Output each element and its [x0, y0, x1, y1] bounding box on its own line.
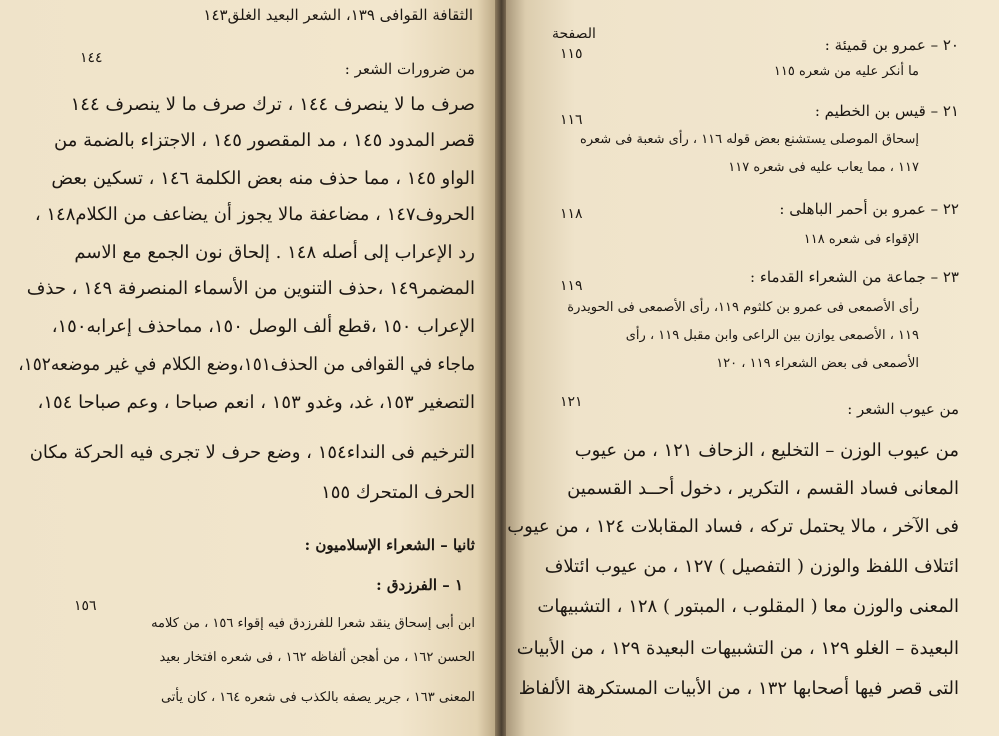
- entry-heading: ٢٣ – جماعة من الشعراء القدماء :: [750, 268, 959, 286]
- text-line: التصغير ١٥٣، غد، وغدو ١٥٣ ، انعم صباحا ، وعم صباحا ١٥٤،: [37, 392, 475, 413]
- entry-line: رأى الأصمعى فى عمرو بن كلثوم ١١٩، رأى الأصمعى فى الحويدرة: [567, 300, 919, 315]
- entry-line: ائتلاف اللفظ والوزن ( التفصيل ) ١٢٧ ، من عيوب ائتلاف: [544, 556, 959, 577]
- entry-line: فى الآخر ، مالا يحتمل تركه ، فساد المقابلات ١٢٤ ، من عيوب: [507, 516, 959, 537]
- entry-line: ١١٧ ، مما يعاب عليه فى شعره ١١٧: [728, 160, 919, 175]
- text-line: الترخيم فى النداء١٥٤ ، وضع حرف لا تجرى فيه الحركة مكان: [29, 442, 475, 463]
- entry-line: ما أنكر عليه من شعره ١١٥: [773, 64, 919, 79]
- entry-line: التى قصر فيها أصحابها ١٣٢ ، من الأبيات المستكرهة الألفاظ: [518, 678, 959, 699]
- entry-line: من عيوب الوزن – التخليع ، الزحاف ١٢١ ، من عيوب: [574, 440, 959, 461]
- left-page: [0, 0, 497, 736]
- entry-line: الإقواء فى شعره ١١٨: [803, 232, 919, 247]
- right-page: [506, 0, 999, 736]
- page-number-marker: ١١٨: [560, 206, 583, 222]
- text-line: الحسن ١٦٢ ، من أهجن ألفاظه ١٦٢ ، فى شعره افتخار بعيد: [159, 650, 475, 665]
- page-column-label: الصفحة: [552, 26, 596, 42]
- page-number-marker: ١١٥: [560, 46, 583, 62]
- entry-heading: ٢٢ – عمرو بن أحمر الباهلى :: [779, 200, 959, 218]
- page-number-marker: ١١٦: [560, 112, 583, 128]
- entry-line: البعيدة – الغلو ١٢٩ ، من التشبيهات البعيدة ١٢٩ ، من الأبيات: [516, 638, 959, 659]
- page-number-marker: ١٤٤: [80, 50, 103, 66]
- entry-heading: ٢٠ – عمرو بن قميئة :: [824, 36, 959, 54]
- page-number-marker: ١٢١: [560, 394, 583, 410]
- text-line: الواو ١٤٥ ، مما حذف منه بعض الكلمة ١٤٦ ، تسكين بعض: [51, 168, 475, 189]
- subsection-title: ١ – الفرزدق :: [376, 576, 463, 594]
- text-line: قصر المدود ١٤٥ ، مد المقصور ١٤٥ ، الاجتزاء بالضمة من: [54, 130, 475, 151]
- section-title: ثانيا – الشعراء الإسلاميون :: [304, 536, 475, 554]
- text-line: الحرف المتحرك ١٥٥: [321, 482, 475, 503]
- page-number-marker: ١١٩: [560, 278, 583, 294]
- text-line: رد الإعراب إلى أصله ١٤٨ . إلحاق نون الجمع مع الاسم: [74, 242, 475, 263]
- entry-heading: من عيوب الشعر :: [847, 400, 959, 418]
- page-number-marker: ١٥٦: [74, 598, 97, 614]
- entry-line: المعنى والوزن معا ( المقلوب ، المبتور ) ١٢٨ ، التشبيهات: [537, 596, 959, 617]
- entry-line: ١١٩ ، الأصمعى يوازن بين الراعى وابن مقبل ١١٩ ، رأى: [625, 328, 919, 343]
- entry-heading: ٢١ – قيس بن الخطيم :: [814, 102, 959, 120]
- text-line: ماجاء في القوافى من الحذف١٥١،وضع الكلام في غير موضعه١٥٢،: [18, 354, 475, 375]
- text-line: المضمر١٤٩ ،حذف التنوين من الأسماء المنصرفة ١٤٩ ، حذف: [26, 278, 475, 299]
- text-line: ابن أبى إسحاق ينقد شعرا للفرزدق فيه إقواء ١٥٦ ، من كلامه: [151, 616, 475, 631]
- running-header: الثقافة القوافى ١٣٩، الشعر البعيد الغلق١٤٣: [203, 6, 473, 24]
- entry-line: إسحاق الموصلى يستشنع بعض قوله ١١٦ ، رأى شعبة فى شعره: [580, 132, 919, 147]
- entry-line: المعانى فساد القسم ، التكرير ، دخول أحــد القسمين: [567, 478, 959, 499]
- text-line: الإعراب ١٥٠ ،قطع ألف الوصل ١٥٠، مماحذف إعرابه١٥٠،: [51, 316, 475, 337]
- entry-line: الأصمعى فى بعض الشعراء ١١٩ ، ١٢٠: [716, 356, 919, 371]
- section-title: من ضرورات الشعر :: [344, 60, 475, 78]
- text-line: صرف ما لا ينصرف ١٤٤ ، ترك صرف ما لا ينصرف ١٤٤: [70, 94, 475, 115]
- text-line: الحروف١٤٧ ، مضاعفة مالا يجوز أن يضاعف من الكلام١٤٨ ،: [34, 204, 475, 225]
- text-line: المعنى ١٦٣ ، جرير يصفه بالكذب فى شعره ١٦٤ ، كان يأتى: [160, 690, 475, 705]
